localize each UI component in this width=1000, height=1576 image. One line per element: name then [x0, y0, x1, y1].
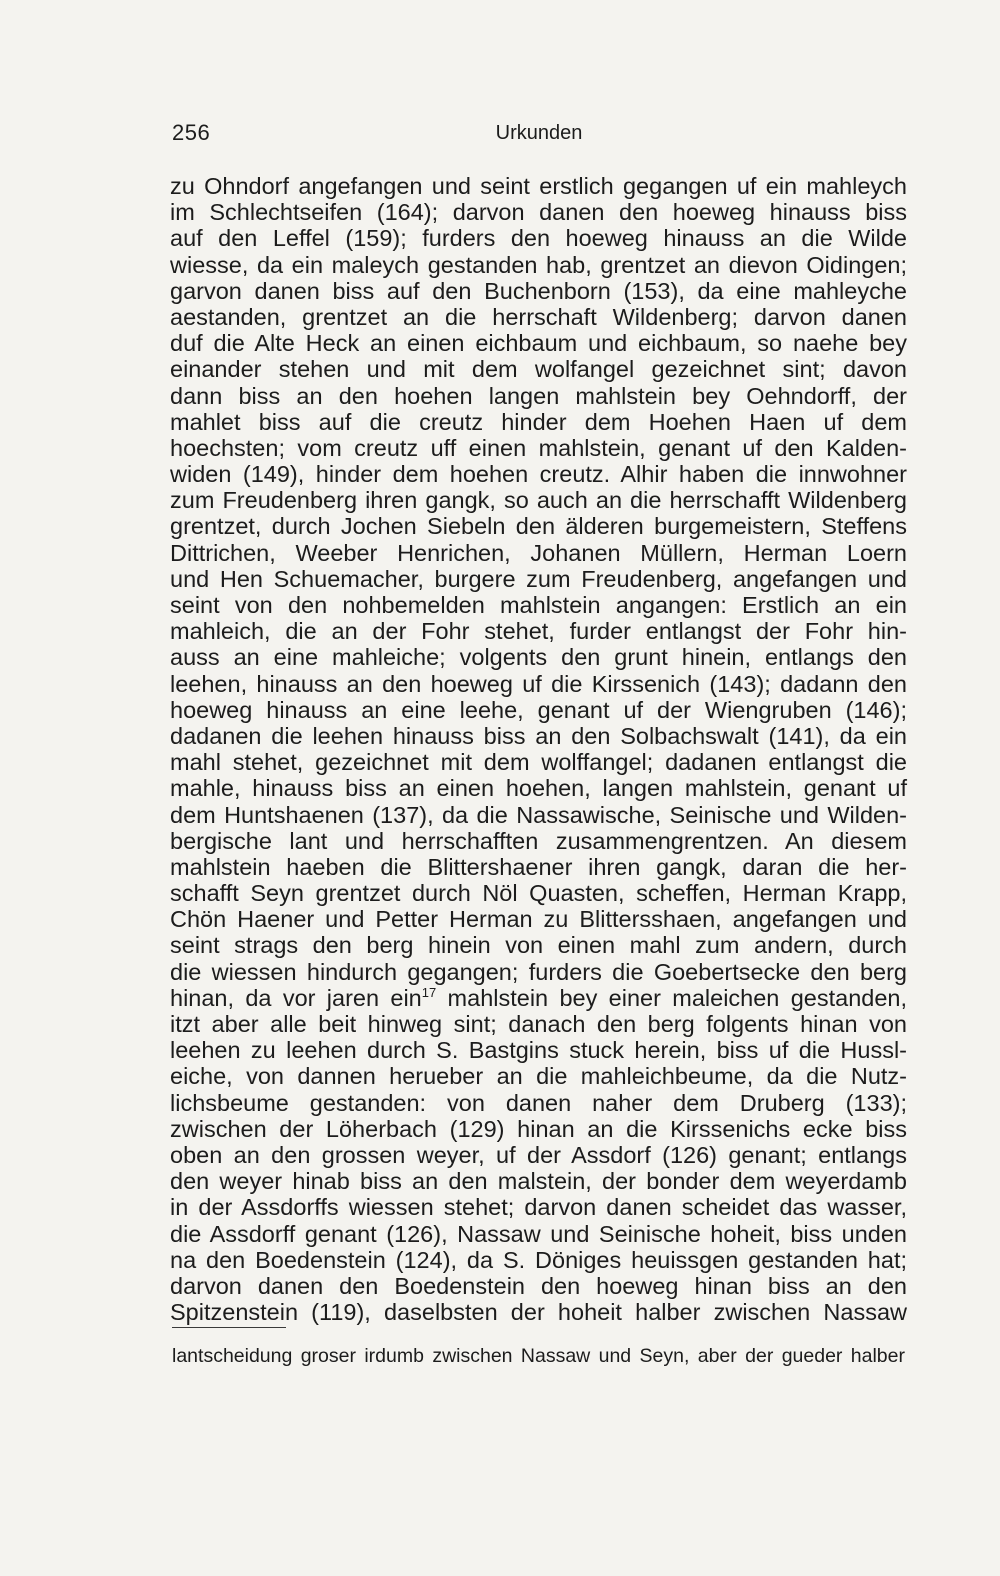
text-line: itzt aber alle beit hinweg sint; danach den berg folgents hinan von — [170, 1011, 907, 1037]
text-line: seint strags den berg hinein von einen mahl zum andern, durch — [170, 932, 907, 959]
text-line: mahlstein haeben die Blittershaener ihren gangk, daran die her- — [170, 853, 907, 880]
text-line: leehen, hinauss an den hoeweg uf die Kirssenich (143); dadann den — [170, 670, 907, 697]
text-line: auss an eine mahleiche; volgents den grunt hinein, entlangs den — [170, 644, 907, 671]
text-line: aestanden, grentzet an die herrschaft Wildenberg; darvon danen — [170, 303, 907, 330]
text-line: grentzet, durch Jochen Siebeln den älderen burgemeistern, Steffens — [170, 513, 907, 540]
text-line: schafft Seyn grentzet durch Nöl Quasten, scheffen, Herman Krapp, — [170, 880, 907, 907]
text-line: den weyer hinab biss an den malstein, der bonder dem weyerdamb — [170, 1168, 907, 1195]
text-line: garvon danen biss auf den Buchenborn (153), da eine mahleyche — [170, 277, 907, 304]
text-line: dem Huntshaenen (137), da die Nassawische, Seinische und Wilden- — [170, 801, 907, 828]
text-line: die Assdorff genant (126), Nassaw und Seinische hoheit, biss unden — [170, 1220, 907, 1247]
text-line: oben an den grossen weyer, uf der Assdorf (126) genant; entlangs — [170, 1141, 907, 1168]
text-line: hoeweg hinauss an eine leehe, genant uf der Wiengruben (146); — [170, 696, 907, 723]
text-line: darvon danen den Boedenstein den hoeweg hinan biss an den — [170, 1272, 907, 1299]
text-line: duf die Alte Heck an einen eichbaum und eichbaum, so naehe bey — [170, 330, 907, 357]
text-line: und Hen Schuemacher, burgere zum Freudenberg, angefangen und — [170, 565, 907, 592]
text-line: dann biss an den hoehen langen mahlstein bey Oehndorff, der — [170, 382, 907, 409]
text-line: mahlet biss auf die creutz hinder dem Hoehen Haen uf dem — [170, 408, 907, 435]
footnote-divider — [172, 1327, 286, 1328]
footnote-text: lantscheidung groser irdumb zwischen Nassaw und Seyn, aber der gueder halber — [172, 1345, 905, 1367]
text-line: zwischen der Löherbach (129) hinan an die Kirssenichs ecke biss — [170, 1115, 907, 1142]
running-head: Urkunden — [495, 122, 583, 144]
text-line: mahle, hinauss biss an einen hoehen, langen mahlstein, genant uf — [170, 775, 907, 802]
text-line: Chön Haener und Petter Herman zu Blittersshaen, angefangen und — [170, 906, 907, 933]
text-line: die wiessen hindurch gegangen; furders die Goebertsecke den berg — [170, 958, 907, 985]
text-line: mahleich, die an der Fohr stehet, furder entlangst der Fohr hin- — [170, 618, 907, 645]
text-line: mahl stehet, gezeichnet mit dem wolffangel; dadanen entlangst die — [170, 749, 907, 776]
text-line: lichsbeume gestanden: von danen naher dem Druberg (133); — [170, 1089, 907, 1116]
body-text — [170, 173, 907, 1325]
text-line: bergische lant und herrschafften zusammengrentzen. An diesem — [170, 827, 907, 854]
text-line: wiesse, da ein maleych gestanden hab, grentzet an dievon Oidingen; — [170, 251, 907, 278]
text-line: Dittrichen, Weeber Henrichen, Johanen Müllern, Herman Loern — [170, 539, 907, 566]
text-line: auf den Leffel (159); furders den hoeweg hinauss an die Wilde — [170, 225, 907, 252]
text-line: in der Assdorffs wiessen stehet; darvon danen scheidet das wasser, — [170, 1194, 907, 1221]
text-line: leehen zu leehen durch S. Bastgins stuck herein, biss uf die Hussl- — [170, 1037, 907, 1064]
page-header — [172, 120, 906, 150]
text-line: widen (149), hinder dem hoehen creutz. Alhir haben die innwohner — [170, 461, 907, 488]
text-line: zu Ohndorf angefangen und seint erstlich gegangen uf ein mahleych — [170, 173, 907, 199]
page-number: 256 — [172, 120, 211, 145]
text-line: im Schlechtseifen (164); darvon danen den hoeweg hinauss biss — [170, 199, 907, 226]
text-line: eiche, von dannen herueber an die mahleichbeume, da die Nutz- — [170, 1063, 907, 1090]
text-line: hoechsten; vom creutz uff einen mahlstein, genant uf den Kalden- — [170, 434, 907, 461]
text-line: Spitzenstein (119), daselbsten der hoheit halber zwischen Nassaw — [170, 1299, 907, 1326]
text-line: seint von den nohbemelden mahlstein angangen: Erstlich an ein — [170, 592, 907, 618]
text-line: einander stehen und mit dem wolfangel gezeichnet sint; davon — [170, 356, 907, 383]
text-line: hinan, da vor jaren ein$^{17}$ mahlstein bey einer maleichen gestanden, — [170, 984, 907, 1011]
text-line: zum Freudenberg ihren gangk, so auch an die herrschafft Wildenberg — [170, 487, 907, 514]
text-line: dadanen die leehen hinauss biss an den Solbachswalt (141), da ein — [170, 722, 907, 749]
footnote-marker: 17 — [421, 984, 437, 1000]
text-line: na den Boedenstein (124), da S. Döniges heuissgen gestanden hat; — [170, 1246, 907, 1273]
